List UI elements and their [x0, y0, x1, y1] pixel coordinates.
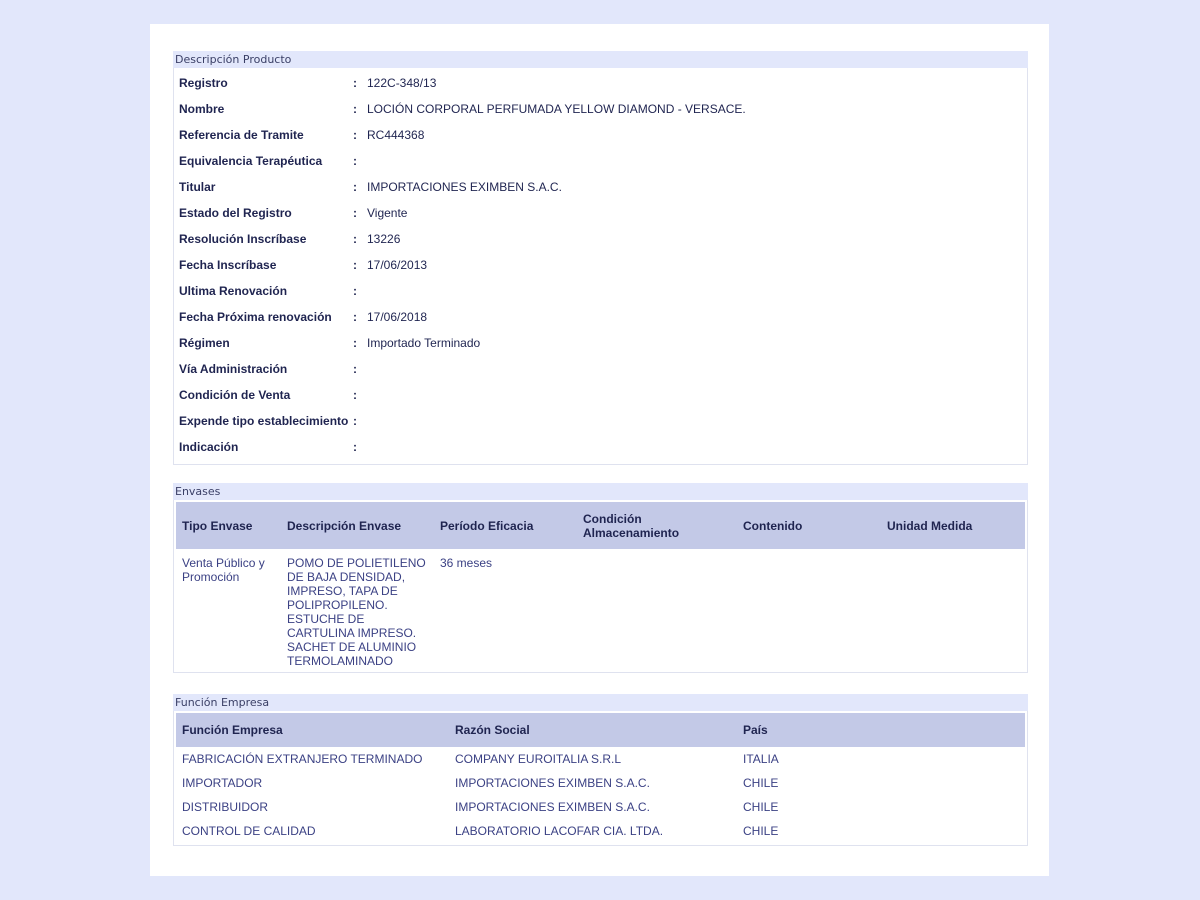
- detail-label: Registro: [179, 76, 228, 90]
- envases-section: [173, 483, 1028, 673]
- detail-value: Vigente: [367, 206, 408, 220]
- detail-label: Régimen: [179, 336, 230, 350]
- col-header-tipo: Tipo Envase: [182, 519, 253, 533]
- cell-razon: IMPORTACIONES EXIMBEN S.A.C.: [455, 800, 650, 814]
- section-title: Envases: [173, 483, 1028, 500]
- detail-label: Equivalencia Terapéutica: [179, 154, 323, 168]
- cell-razon: IMPORTACIONES EXIMBEN S.A.C.: [455, 776, 650, 790]
- detail-separator: :: [353, 336, 357, 350]
- detail-value: 13226: [367, 232, 401, 246]
- detail-value: IMPORTACIONES EXIMBEN S.A.C.: [367, 180, 562, 194]
- col-header-condicion-line2: Almacenamiento: [583, 526, 680, 540]
- cell-descripcion-line: DE BAJA DENSIDAD,: [287, 570, 406, 584]
- detail-separator: :: [353, 414, 357, 428]
- detail-value: 17/06/2018: [367, 310, 428, 324]
- cell-descripcion-line: SACHET DE ALUMINIO: [287, 640, 417, 654]
- col-header-pais: País: [743, 723, 768, 737]
- section-title: Descripción Producto: [173, 51, 1028, 68]
- descripcion-producto-section: [173, 51, 1028, 465]
- detail-label: Expende tipo establecimiento: [179, 414, 349, 428]
- table-row: [174, 747, 1027, 771]
- envases-table: [173, 500, 1028, 673]
- detail-separator: :: [353, 440, 357, 454]
- col-header-unidad: Unidad Medida: [887, 519, 973, 533]
- cell-tipo-line2: Promoción: [182, 570, 240, 584]
- detail-label: Referencia de Tramite: [179, 128, 304, 142]
- table-header: [176, 502, 1025, 549]
- detail-separator: :: [353, 76, 357, 90]
- col-header-condicion-line1: Condición: [583, 512, 642, 526]
- detail-separator: :: [353, 388, 357, 402]
- cell-pais: CHILE: [743, 800, 779, 814]
- cell-tipo: [182, 556, 265, 584]
- cell-funcion: DISTRIBUIDOR: [182, 800, 269, 814]
- detail-label: Ultima Renovación: [179, 284, 288, 298]
- detail-value: 17/06/2013: [367, 258, 428, 272]
- detail-separator: :: [353, 310, 357, 324]
- detail-label: Estado del Registro: [179, 206, 292, 220]
- cell-descripcion-line: IMPRESO, TAPA DE: [287, 584, 398, 598]
- descripcion-table: [173, 68, 1028, 465]
- section-title: Función Empresa: [173, 694, 1028, 711]
- table-row: [174, 819, 1027, 843]
- detail-label: Vía Administración: [179, 362, 288, 376]
- cell-descripcion-line: ESTUCHE DE: [287, 612, 365, 626]
- cell-descripcion-line: CARTULINA IMPRESO.: [287, 626, 417, 640]
- detail-label: Fecha Próxima renovación: [179, 310, 332, 324]
- cell-descripcion-line: POMO DE POLIETILENO: [287, 556, 426, 570]
- table-row: [174, 771, 1027, 795]
- funcion-table: [173, 711, 1028, 846]
- cell-periodo: 36 meses: [440, 556, 493, 570]
- col-header-funcion: Función Empresa: [182, 723, 283, 737]
- detail-separator: :: [353, 232, 357, 246]
- cell-pais: CHILE: [743, 824, 779, 838]
- detail-separator: :: [353, 154, 357, 168]
- cell-descripcion-line: TERMOLAMINADO: [287, 654, 394, 668]
- detail-value: Importado Terminado: [367, 336, 481, 350]
- detail-separator: :: [353, 284, 357, 298]
- funcion-empresa-section: [173, 694, 1028, 846]
- detail-separator: :: [353, 206, 357, 220]
- col-header-descripcion: Descripción Envase: [287, 519, 402, 533]
- cell-razon: COMPANY EUROITALIA S.R.L: [455, 752, 622, 766]
- detail-separator: :: [353, 362, 357, 376]
- detail-label: Nombre: [179, 102, 225, 116]
- cell-tipo-line1: Venta Público y: [182, 556, 265, 570]
- cell-descripcion-line: POLIPROPILENO.: [287, 598, 388, 612]
- detail-label: Titular: [179, 180, 216, 194]
- col-header-razon: Razón Social: [455, 723, 530, 737]
- detail-separator: :: [353, 102, 357, 116]
- detail-separator: :: [353, 128, 357, 142]
- detail-separator: :: [353, 180, 357, 194]
- detail-label: Condición de Venta: [179, 388, 291, 402]
- detail-value: LOCIÓN CORPORAL PERFUMADA YELLOW DIAMOND - VERSACE.: [367, 102, 746, 116]
- detail-label: Fecha Inscríbase: [179, 258, 277, 272]
- cell-descripcion: [287, 556, 426, 668]
- product-detail-page: [150, 24, 1049, 876]
- cell-razon: LABORATORIO LACOFAR CIA. LTDA.: [455, 824, 664, 838]
- table-header: [176, 713, 1025, 747]
- col-header-contenido: Contenido: [743, 519, 803, 533]
- detail-label: Resolución Inscríbase: [179, 232, 307, 246]
- cell-pais: ITALIA: [743, 752, 779, 766]
- cell-funcion: IMPORTADOR: [182, 776, 263, 790]
- cell-pais: CHILE: [743, 776, 779, 790]
- cell-funcion: FABRICACIÓN EXTRANJERO TERMINADO: [182, 752, 423, 766]
- cell-funcion: CONTROL DE CALIDAD: [182, 824, 316, 838]
- detail-label: Indicación: [179, 440, 239, 454]
- table-row: [174, 795, 1027, 819]
- col-header-condicion: [583, 512, 679, 540]
- col-header-periodo: Período Eficacia: [440, 519, 534, 533]
- detail-separator: :: [353, 258, 357, 272]
- detail-value: RC444368: [367, 128, 425, 142]
- detail-value: 122C-348/13: [367, 76, 437, 90]
